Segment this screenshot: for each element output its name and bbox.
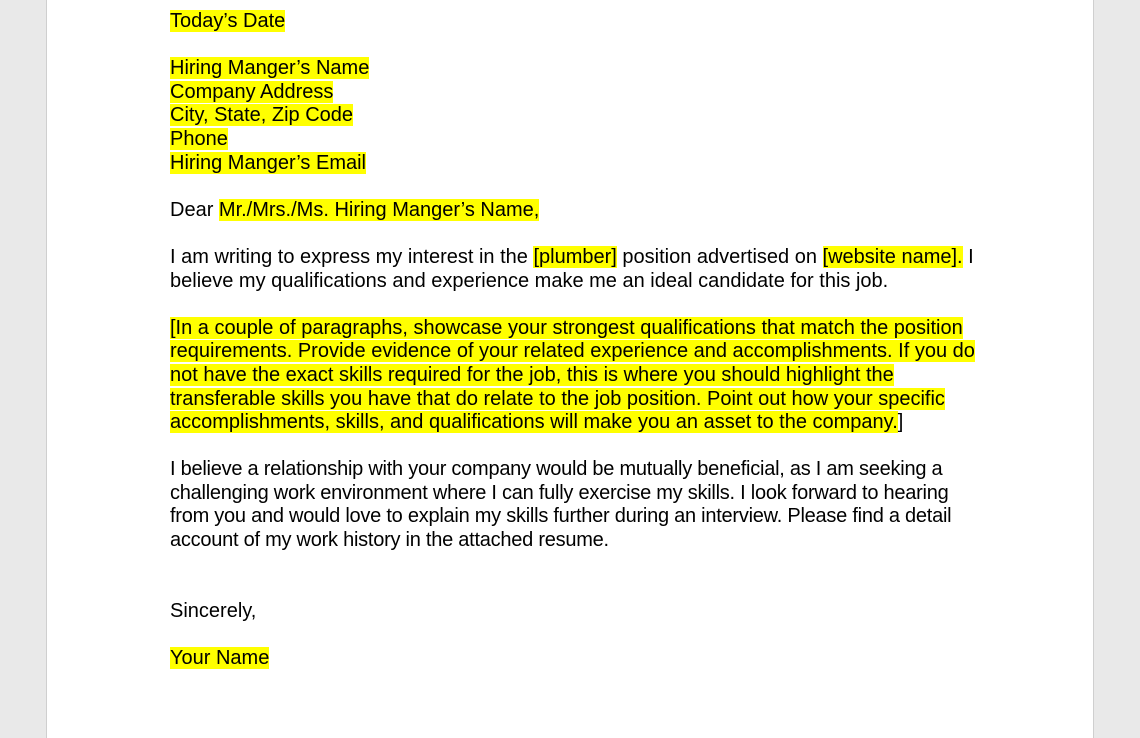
spacer bbox=[170, 175, 980, 199]
spacer bbox=[170, 553, 980, 600]
qualifications-paragraph bbox=[170, 317, 980, 435]
spacer bbox=[170, 222, 980, 246]
website-placeholder: [website name]. bbox=[822, 245, 963, 268]
signoff: Sincerely, bbox=[170, 599, 257, 622]
date-placeholder: Today’s Date bbox=[170, 10, 286, 32]
spacer bbox=[170, 34, 980, 58]
signature-placeholder: Your Name bbox=[170, 647, 270, 670]
intro-text-2: position advertised on bbox=[616, 245, 823, 268]
letter-body bbox=[170, 10, 980, 671]
intro-text-1: I am writing to express my interest in the bbox=[170, 245, 534, 268]
salutation-prefix: Dear bbox=[170, 198, 219, 221]
recipient-block bbox=[170, 57, 980, 175]
spacer bbox=[170, 293, 980, 317]
recipient-city-state-zip: City, State, Zip Code bbox=[170, 104, 354, 127]
qualifications-bracket-end: ] bbox=[897, 411, 904, 434]
recipient-phone: Phone bbox=[170, 127, 228, 150]
intro-paragraph bbox=[170, 246, 980, 293]
salutation bbox=[170, 199, 980, 223]
position-placeholder: [plumber] bbox=[533, 245, 617, 268]
document-page bbox=[46, 0, 1094, 738]
salutation-name: Mr./Mrs./Ms. Hiring Manger’s Name, bbox=[218, 198, 540, 221]
qualifications-placeholder: [In a couple of paragraphs, showcase your strongest qualifications that match the position requirements. Provide evidence of your related experience and accomplishments. If you do not have the exact skills required for the job, this is where you should highlight the transferable skills you have that do relate to the job position. Point out how your specific accomplishments, skills, and qualifications will make you an asset to the company. bbox=[170, 316, 975, 434]
spacer bbox=[170, 435, 980, 459]
intro-text-3: I believe my qualifications and experience make me an ideal candidate for this job. bbox=[170, 245, 974, 292]
spacer bbox=[170, 623, 980, 647]
recipient-email: Hiring Manger’s Email bbox=[170, 151, 366, 174]
date-line bbox=[170, 10, 980, 34]
signature-line bbox=[170, 647, 980, 671]
closing-paragraph: I believe a relationship with your company would be mutually beneficial, as I am seeking a challenging work environment where I can fully exercise my skills. I look forward to hearing from you and would love to explain my skills further during an interview. Please find a detail account of my work history in the attached resume. bbox=[170, 458, 952, 552]
recipient-address: Company Address bbox=[170, 80, 334, 103]
recipient-name: Hiring Manger’s Name bbox=[170, 57, 370, 80]
